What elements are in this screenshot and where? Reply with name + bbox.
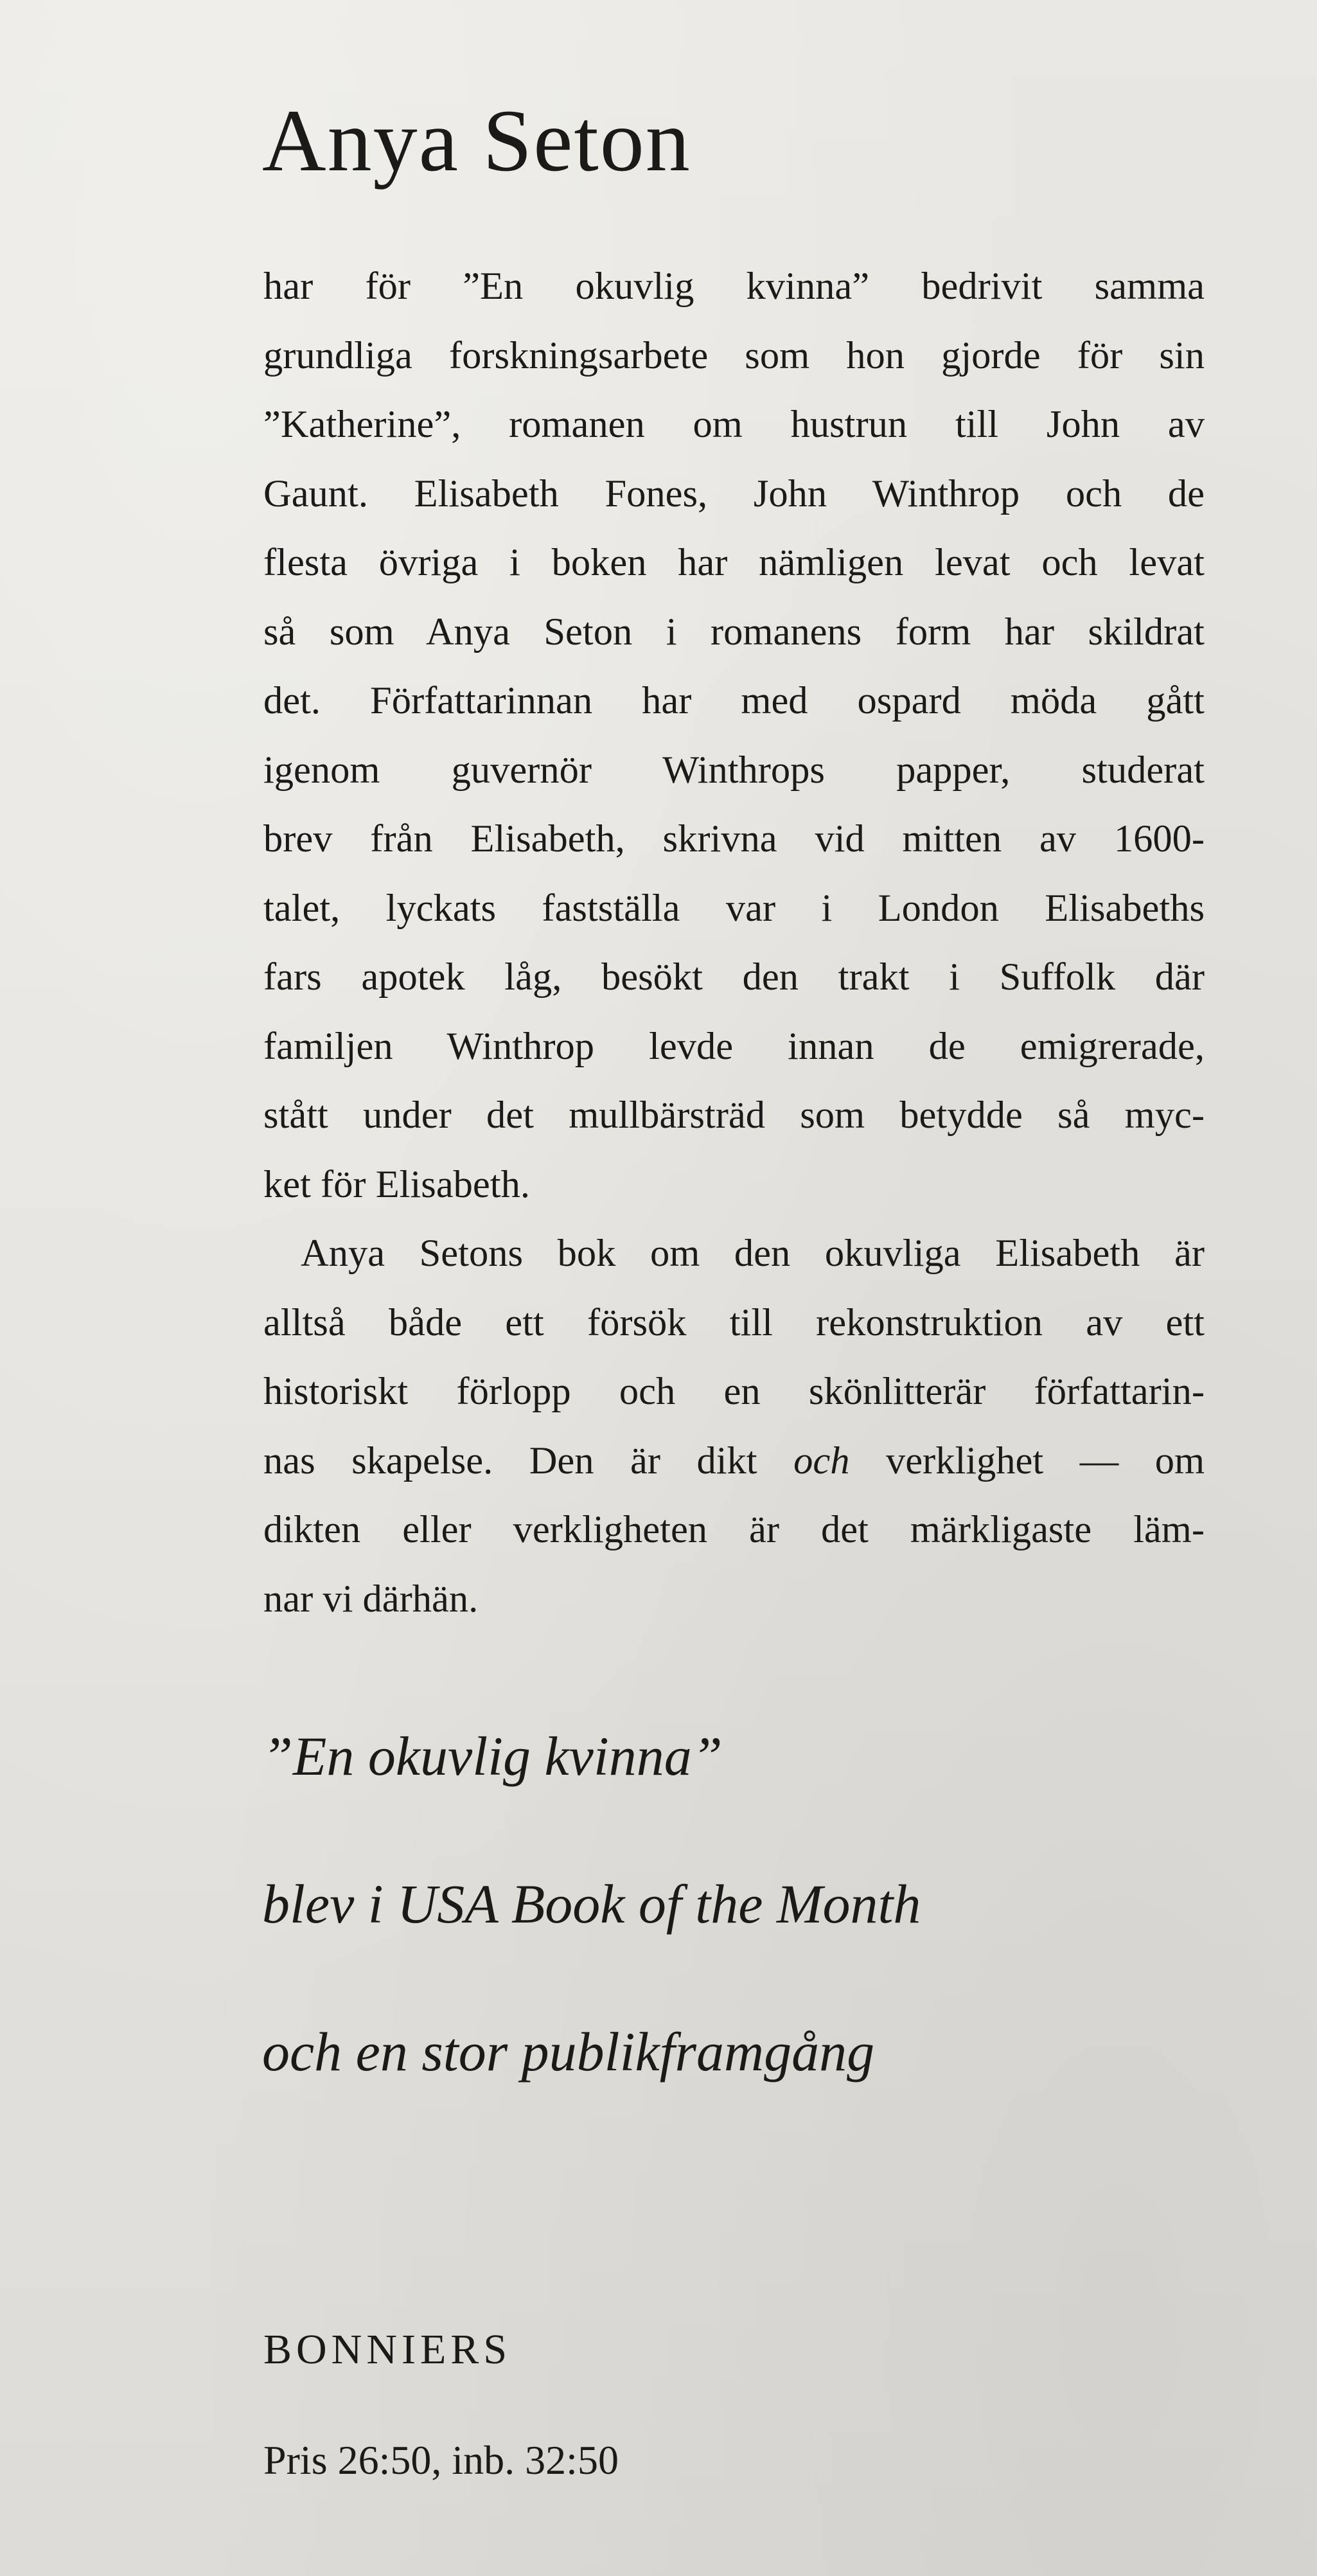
promo-quote [262, 1725, 1200, 2172]
text-line: Gaunt. Elisabeth Fones, John Winthrop och de [263, 472, 1205, 515]
author-heading: Anya Seton [262, 91, 691, 190]
text-line: igenom guvernör Winthrops papper, studerat [263, 748, 1205, 792]
text-line: brev från Elisabeth, skrivna vid mitten av 1600- [263, 817, 1205, 860]
text-segment: verklighet — om [849, 1439, 1205, 1482]
publisher-name: BONNIERS [263, 2326, 512, 2373]
text-line: dikten eller verkligheten är det märkligaste läm- [263, 1508, 1205, 1551]
text-line: fars apotek låg, besökt den trakt i Suffolk där [263, 955, 1205, 999]
description-text [263, 252, 1205, 1633]
text-line: nar vi därhän. [263, 1577, 479, 1621]
paragraph-research [263, 252, 1205, 1219]
text-line: familjen Winthrop levde innan de emigrerade, [263, 1024, 1205, 1068]
text-line: har för ”En okuvlig kvinna” bedrivit samma [263, 265, 1205, 308]
text-line: ”Katherine”, romanen om hustrun till John av [263, 403, 1205, 446]
emphasized-word: och [793, 1439, 850, 1482]
text-line: ket för Elisabeth. [263, 1162, 530, 1206]
quote-title-line: ”En okuvlig kvinna” [262, 1725, 723, 1787]
text-line: Anya Setons bok om den okuvliga Elisabeth är [301, 1232, 1205, 1275]
text-line: så som Anya Seton i romanens form har skildrat [263, 610, 1205, 653]
text-line: det. Författarinnan har med ospard möda gått [263, 679, 1205, 722]
text-line: alltså både ett försök till rekonstruktion av ett [263, 1301, 1205, 1344]
text-line: talet, lyckats fastställa var i London Elisabeths [263, 886, 1205, 930]
text-line: flesta övriga i boken har nämligen levat och levat [263, 541, 1205, 584]
quote-line: och en stor publikframgång [262, 2021, 875, 2083]
text-segment: nas skapelse. Den är dikt [263, 1439, 794, 1482]
text-line: grundliga forskningsarbete som hon gjorde för sin [263, 333, 1205, 377]
quote-line: blev i USA Book of the Month [262, 1873, 921, 1935]
text-line [263, 1426, 1205, 1496]
price-text: Pris 26:50, inb. 32:50 [263, 2437, 619, 2483]
text-line: stått under det mullbärsträd som betydde så myc- [263, 1094, 1205, 1137]
paragraph-summary [263, 1219, 1205, 1633]
text-line: historiskt förlopp och en skönlitterär författarin- [263, 1370, 1205, 1413]
